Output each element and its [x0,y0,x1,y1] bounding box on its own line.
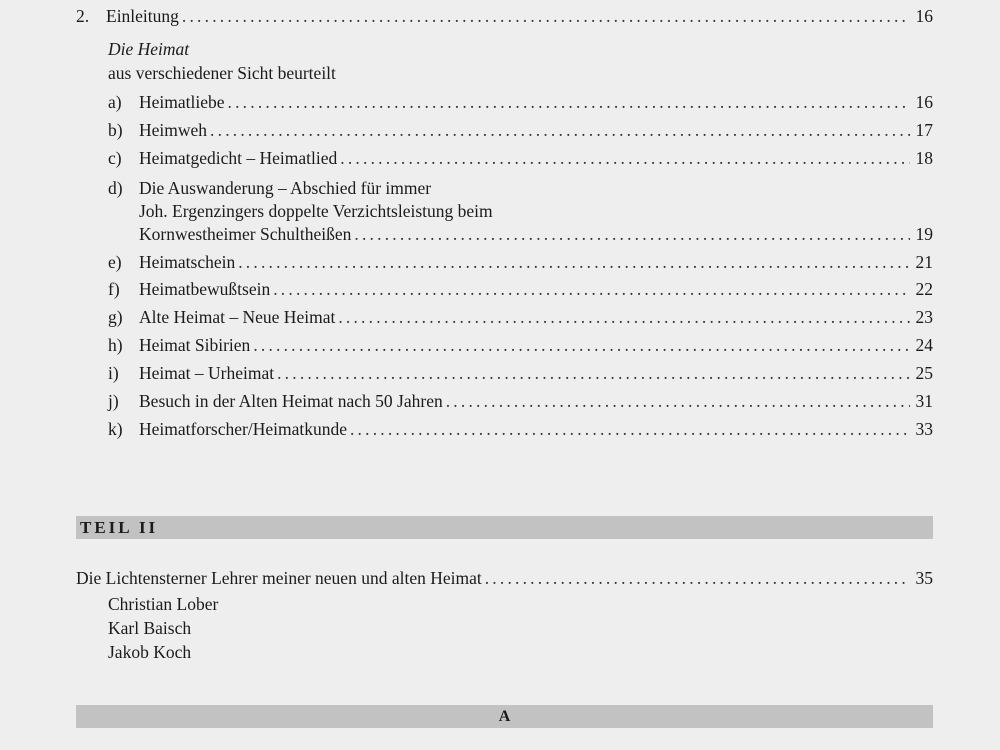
toc-item-h [108,334,933,356]
toc-chapter-row [76,5,933,27]
item-label: b) [108,120,123,140]
toc-item-g [108,306,933,328]
toc-item-d-line2: Joh. Ergenzingers doppelte Verzichtsleistung beim [139,201,493,221]
dot-leader [446,390,910,412]
item-page: 19 [915,224,933,244]
item-label: e) [108,252,122,272]
teacher-name: Christian Lober [108,594,219,614]
item-text: Heimat Sibirien [139,335,251,355]
toc-part2-entry [76,567,933,589]
item-label: f) [108,279,120,299]
toc-item-d [139,223,933,245]
dot-leader [340,147,910,169]
item-page: 23 [915,307,933,327]
item-text: Heimweh [139,120,208,140]
item-page: 21 [915,252,933,272]
toc-item-j [108,390,933,412]
item-text: Heimatforscher/Heimatkunde [139,419,347,439]
chapter-title: Einleitung [106,6,179,26]
item-label: j) [108,391,119,411]
item-text: Heimatgedicht – Heimatlied [139,148,338,168]
item-page: 31 [915,391,933,411]
dot-leader [210,119,910,141]
item-page: 22 [915,279,933,299]
entry-text: Die Lichtensterner Lehrer meiner neuen und alten Heimat [76,568,482,588]
item-page: 17 [915,120,933,140]
subtitle-line: aus verschiedener Sicht beurteilt [108,63,336,83]
dot-leader [485,567,910,589]
dot-leader [238,251,910,273]
item-label: g) [108,307,123,327]
item-page: 18 [915,148,933,168]
chapter-page: 16 [915,6,933,26]
section-heading: A [498,708,511,725]
dot-leader [273,278,910,300]
dot-leader [253,334,910,356]
item-label: k) [108,419,123,439]
item-label: i) [108,363,119,383]
section-heading: TEIL II [80,518,159,537]
item-text: Besuch in der Alten Heimat nach 50 Jahren [139,391,443,411]
dot-leader [338,306,910,328]
dot-leader [354,223,910,245]
toc-item-a [108,91,933,113]
item-text: Alte Heimat – Neue Heimat [139,307,336,327]
dot-leader [228,91,910,113]
section-bar-a [76,705,933,728]
teacher-name: Karl Baisch [108,618,192,638]
toc-item-d-line1 [108,177,431,199]
item-text: Die Auswanderung – Abschied für immer [139,178,432,198]
item-text: Heimatliebe [139,92,225,112]
item-label: c) [108,148,122,168]
dot-leader [350,418,910,440]
toc-item-c [108,147,933,169]
toc-item-i [108,362,933,384]
dot-leader [182,5,910,27]
item-page: 16 [915,92,933,112]
item-text: Heimatbewußtsein [139,279,271,299]
dot-leader [277,362,910,384]
item-page: 24 [915,335,933,355]
item-label: a) [108,92,122,112]
item-text: Heimatschein [139,252,236,272]
entry-page: 35 [915,568,933,588]
item-label: d) [108,178,123,198]
section-bar-teil-ii [76,516,933,539]
item-text: Heimat – Urheimat [139,363,275,383]
subtitle-italic: Die Heimat [108,39,190,59]
item-page: 33 [915,419,933,439]
toc-item-k [108,418,933,440]
item-page: 25 [915,363,933,383]
toc-item-b [108,119,933,141]
toc-item-e [108,251,933,273]
chapter-number: 2. [76,6,90,26]
teacher-name: Jakob Koch [108,642,192,662]
item-label: h) [108,335,123,355]
item-text: Kornwestheimer Schultheißen [139,224,352,244]
toc-item-f [108,278,933,300]
